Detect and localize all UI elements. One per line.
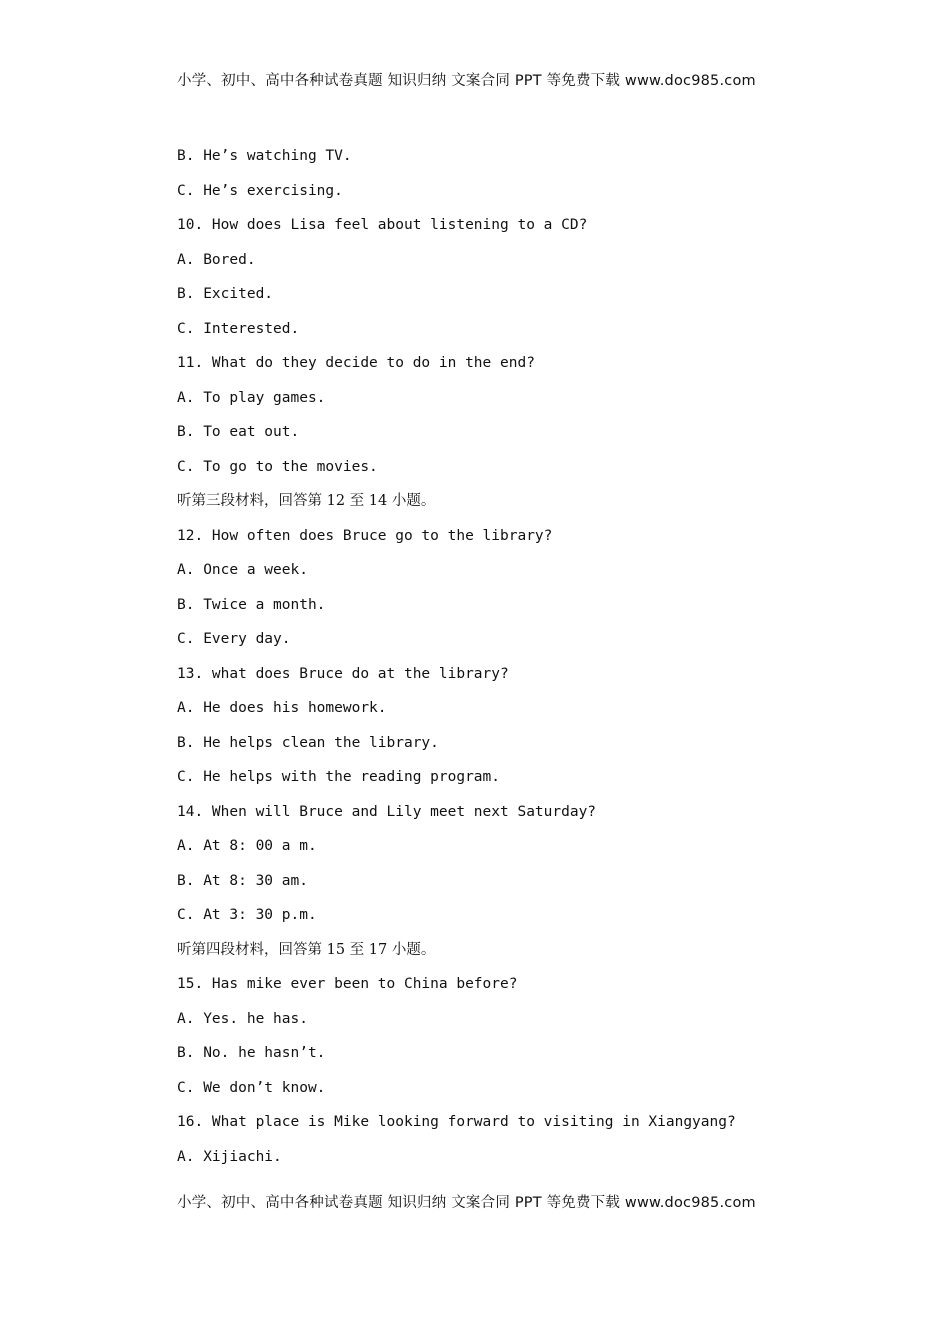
section-instruction: 听第四段材料，回答第 15 至 17 小题。 bbox=[177, 941, 436, 958]
question-line: 12. How often does Bruce go to the library? bbox=[177, 527, 553, 544]
option-line: A. Bored. bbox=[177, 251, 256, 268]
page-footer-watermark: 小学、初中、高中各种试卷真题 知识归纳 文案合同 PPT 等免费下载 www.doc985.com bbox=[177, 1195, 756, 1211]
option-line: A. At 8: 00 a m. bbox=[177, 838, 317, 854]
question-line: 14. When will Bruce and Lily meet next Saturday? bbox=[177, 803, 597, 820]
option-line: C. At 3: 30 p.m. bbox=[177, 907, 317, 923]
option-line: C. He helps with the reading program. bbox=[177, 769, 501, 785]
question-line: 16. What place is Mike looking forward to visiting in Xiangyang? bbox=[177, 1114, 736, 1130]
option-line: B. Excited. bbox=[177, 286, 274, 302]
document-body bbox=[177, 146, 857, 1181]
question-line: 13. what does Bruce do at the library? bbox=[177, 665, 509, 682]
option-line: A. To play games. bbox=[177, 389, 326, 406]
option-line: A. Yes. he has. bbox=[177, 1010, 308, 1027]
option-line: C. To go to the movies. bbox=[177, 458, 378, 475]
option-line: B. He helps clean the library. bbox=[177, 734, 439, 751]
option-line: C. He’s exercising. bbox=[177, 182, 343, 199]
option-line: A. Once a week. bbox=[177, 562, 308, 578]
option-line: C. Every day. bbox=[177, 631, 291, 647]
option-line: B. At 8: 30 am. bbox=[177, 872, 308, 889]
question-line: 10. How does Lisa feel about listening to a CD? bbox=[177, 217, 588, 233]
question-line: 15. Has mike ever been to China before? bbox=[177, 976, 518, 992]
section-instruction: 听第三段材料，回答第 12 至 14 小题。 bbox=[177, 493, 436, 509]
option-line: C. We don’t know. bbox=[177, 1079, 326, 1096]
option-line: A. He does his homework. bbox=[177, 700, 387, 716]
page-header-watermark: 小学、初中、高中各种试卷真题 知识归纳 文案合同 PPT 等免费下载 www.doc985.com bbox=[177, 73, 756, 89]
question-line: 11. What do they decide to do in the end? bbox=[177, 355, 535, 371]
option-line: C. Interested. bbox=[177, 320, 300, 337]
option-line: B. No. he hasn’t. bbox=[177, 1045, 326, 1061]
option-line: B. He’s watching TV. bbox=[177, 148, 352, 164]
option-line: B. To eat out. bbox=[177, 424, 300, 440]
option-line: A. Xijiachi. bbox=[177, 1148, 282, 1165]
option-line: B. Twice a month. bbox=[177, 596, 326, 613]
